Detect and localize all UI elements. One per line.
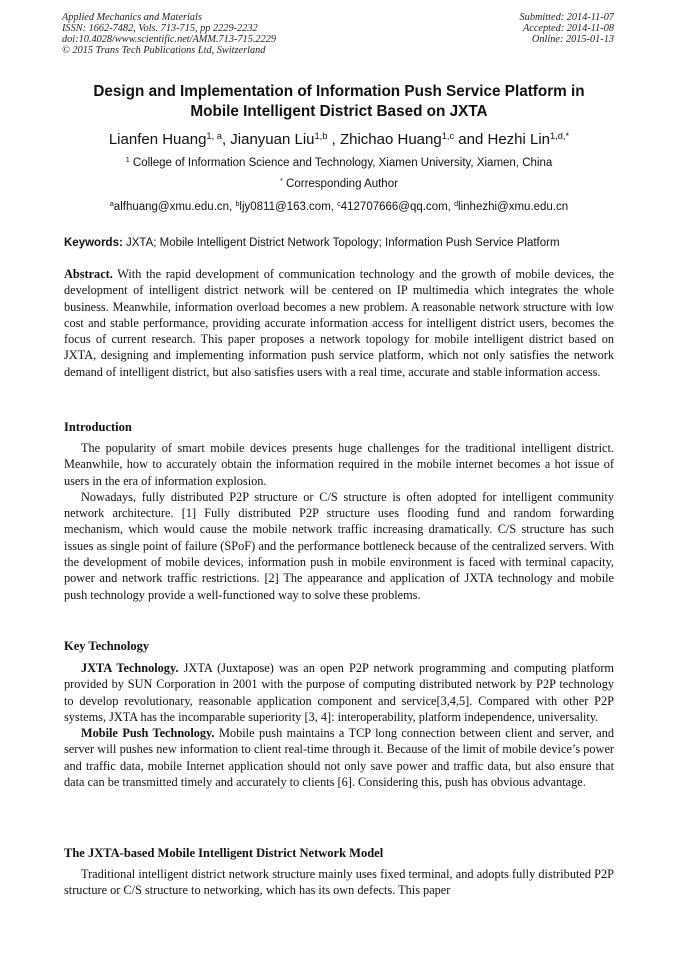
section-heading-network-model: The JXTA-based Mobile Intelligent District Network Model	[64, 846, 384, 860]
author-separator: and	[454, 131, 488, 148]
issn-line: ISSN: 1662-7482, Vols. 713-715, pp 2229-2232	[62, 23, 258, 34]
keywords-text: JXTA; Mobile Intelligent District Network Topology; Information Push Service Platform	[122, 237, 560, 249]
introduction-body	[64, 440, 614, 603]
author-separator: ,	[327, 131, 340, 148]
body-paragraph	[64, 725, 614, 790]
abstract-line: devices, the development of intelligent district network will be centered on IP multimedia which	[64, 267, 614, 298]
network-model-body	[64, 866, 614, 899]
author-affiliation-mark: 1, a	[206, 130, 222, 141]
author-name: Hezhi Lin	[487, 131, 551, 148]
author-affiliation-mark: 1,c	[441, 130, 455, 141]
submitted-date: Submitted: 2014-11-07	[519, 12, 614, 23]
keywords	[64, 236, 624, 251]
section-heading-introduction: Introduction	[64, 420, 132, 434]
journal-header-left	[62, 12, 276, 56]
email-mark: b	[235, 200, 240, 209]
author-name: Jianyuan Liu	[230, 131, 315, 148]
abstract-line: integrates the whole business. Meanwhile, information overload becomes a new problem. A	[64, 283, 614, 314]
author-separator: ,	[221, 131, 231, 148]
abstract-paragraph	[64, 266, 614, 380]
email-address: ljy0811@163.com,	[239, 201, 338, 213]
email-mark: a	[109, 200, 114, 209]
corresponding-text: Corresponding Author	[282, 178, 398, 190]
abstract-line: network topology for mobile intelligent district based on JXTA, designing and implementing	[64, 332, 615, 363]
abstract-line: With the rapid development of communication technology and the growth of mobile	[112, 267, 550, 281]
email-address: linhezhi@xmu.edu.cn	[458, 201, 569, 213]
email-address: alfhuang@xmu.edu.cn,	[113, 201, 236, 213]
paragraph-lead: Mobile Push Technology.	[81, 726, 215, 741]
affiliation-mark: 1	[125, 156, 130, 165]
online-date: Online: 2015-01-13	[531, 34, 614, 45]
keywords-label: Keywords:	[64, 237, 123, 249]
abstract-line: reasonable network structure with low cost and stable performance, providing accurate information	[64, 299, 615, 330]
paragraph-text: JXTA (Juxtapose) was an open P2P network programming and computing platform provided by SUN Corporation in 2001 with the purpose of computing distributed network by P2P technology to develop revolutionary, reasonable application component and service[3,4,5]. Compared with other P2P systems, JXTA has the incomparable superiority [3, 4]: interoperability, platform independence, universality.	[64, 661, 615, 724]
body-paragraph: Nowadays, fully distributed P2P structure or C/S structure is often adopted for intelligent community network architecture. [1] Fully distributed P2P structure uses flooding fund and random forwarding mechanism, which would cause the mobile network traffic increasing dramatically. C/S structure has such issues as single point of failure (SPoF) and the performance bottleneck because of the centralized servers. With the development of mobile devices, information push in mobile environment is faced with terminal capacity, power and network traffic restrictions. [2] The appearance and application of JXTA technology and mobile push technology provide a well-functioned way to solve these problems.	[64, 489, 614, 602]
body-paragraph	[64, 660, 614, 725]
author-name: Zhichao Huang	[339, 131, 442, 148]
title-line-1: Design and Implementation of Information Push Service Platform in	[93, 83, 585, 100]
corresponding-author-note	[30, 177, 648, 192]
corresponding-mark: *	[280, 177, 283, 186]
affiliation	[30, 156, 648, 171]
journal-header-right	[520, 12, 614, 45]
author-name: Lianfen Huang	[108, 131, 207, 148]
abstract-line: information push service platform, which not only satisfies the network demand of intelligent district,	[64, 348, 614, 379]
section-heading-key-technology: Key Technology	[64, 639, 150, 653]
email-address: 412707666@qq.com,	[340, 201, 455, 213]
email-mark: d	[454, 200, 459, 209]
email-mark: c	[337, 200, 341, 209]
author-list	[30, 130, 648, 150]
abstract-label: Abstract.	[64, 267, 113, 281]
body-paragraph: Traditional intelligent district network structure mainly uses fixed terminal, and adopts fully distributed P2P structure or C/S structure to networking, which has its own defects. This paper	[64, 867, 614, 898]
paper-title	[40, 82, 638, 122]
key-technology-body	[64, 660, 614, 790]
paragraph-lead: JXTA Technology.	[81, 661, 179, 675]
doi-line: doi:10.4028/www.scientific.net/AMM.713-715.2229	[62, 34, 277, 45]
title-line-2: Mobile Intelligent District Based on JXTA	[190, 103, 488, 120]
journal-name: Applied Mechanics and Materials	[62, 12, 202, 23]
accepted-date: Accepted: 2014-11-08	[522, 23, 614, 34]
paragraph-text: Mobile push maintains a TCP long connection between client and server, and server will pushes new information to client real-time through it. Because of the limit of mobile device’s power and traffic data, mobile Internet application should not only save power and traffic data, but also ensure that data can be transmitted timely and accurately to clients [6]. Considering this, push has obvious advantage.	[64, 726, 614, 790]
author-emails	[30, 200, 648, 215]
copyright-line: © 2015 Trans Tech Publications Ltd, Switzerland	[62, 45, 266, 56]
body-paragraph: The popularity of smart mobile devices presents huge challenges for the traditional intelligent district. Meanwhile, how to accurately obtain the information required in the mobile internet becomes a hot issue of users in the era of information explosion.	[64, 441, 614, 488]
author-affiliation-mark: 1,d,*	[550, 130, 570, 141]
abstract	[64, 266, 614, 380]
abstract-line: access for intelligent district users, becomes the focus of current research. This paper proposes a	[64, 315, 614, 347]
abstract-line: but also satisfies users with a real time, accurate and stable information access.	[212, 364, 601, 379]
affiliation-text: College of Information Science and Technology, Xiamen University, Xiamen, China	[129, 157, 553, 169]
author-affiliation-mark: 1,b	[314, 130, 328, 141]
